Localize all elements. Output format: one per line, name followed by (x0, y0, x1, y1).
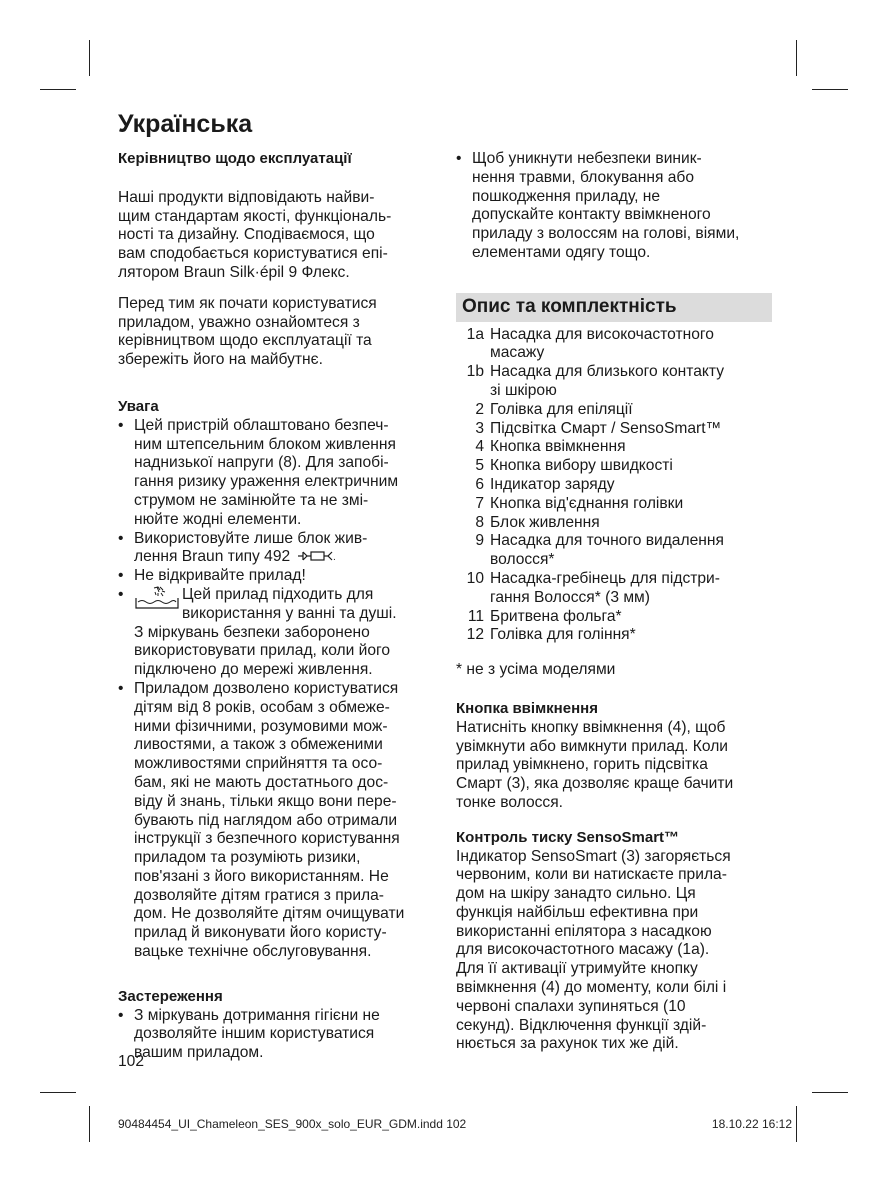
text-line: увімкнути або вимкнути прилад. Коли (456, 737, 729, 755)
text-line: наднизької напруги (8). Для запобі- (134, 454, 389, 472)
bullet-dot: • (456, 150, 462, 167)
crop-mark (89, 40, 90, 76)
warning-heading: Увага (118, 397, 159, 415)
text-line: ними фізичними, розумовими мож- (134, 717, 388, 735)
right-column (456, 150, 772, 1054)
warning-bullet (118, 586, 436, 680)
text-line: ввімкнення (4) до моменту, коли білі і (456, 979, 727, 997)
svg-text:.: . (332, 552, 336, 563)
part-number: 11 (467, 607, 484, 625)
text-line: тонке волосся. (456, 793, 564, 811)
parts-list-item (456, 476, 772, 495)
part-label: Кнопка від'єднання голівки (490, 494, 684, 512)
text-line: дозволяйте іншим користуватися (134, 1025, 375, 1043)
text-line: щим стандартам якості, функціональ- (118, 207, 392, 225)
crop-mark (812, 1092, 848, 1093)
part-label: Кнопка ввімкнення (490, 438, 626, 456)
text-line: збережіть його на майбутнє. (118, 351, 323, 369)
parts-list-item (456, 438, 772, 457)
text-line: дозволяйте дітям гратися з прила- (134, 886, 385, 904)
part-label: Кнопка вибору швидкості (490, 457, 673, 475)
part-number: 12 (466, 626, 484, 644)
text-line: Щоб уникнути небезпеки виник- (472, 150, 702, 167)
part-label: Підсвітка Смарт / SensoSmart™ (490, 419, 722, 437)
crop-mark (796, 40, 797, 76)
text-line: червоні спалахи зупиняться (10 (456, 997, 686, 1015)
text-line: секунд). Відключення функції здій- (456, 1016, 707, 1034)
part-label: Блок живлення (490, 513, 600, 531)
page-title: Українська (118, 110, 253, 138)
parts-list-item (456, 514, 772, 533)
text-line: прилад увімкнено, горить підсвітка (456, 756, 708, 774)
part-number: 7 (475, 494, 484, 512)
parts-list-item (456, 363, 772, 401)
part-number: 2 (475, 400, 484, 418)
text-line: нюється за рахунок тих же дій. (456, 1035, 679, 1053)
warning-bullet (118, 680, 436, 962)
text-line: вацьке технічне обслуговування. (134, 943, 372, 961)
part-label: Насадка для високочастотного (490, 325, 714, 343)
manual-heading: Керівництво щодо експлуатації (118, 150, 352, 167)
part-label: зі шкірою (490, 381, 557, 399)
bullet-line: З міркувань безпеки заборонено (134, 623, 370, 641)
crop-mark (40, 1092, 76, 1093)
intro-paragraph-2 (118, 295, 436, 370)
text-line: нюйте жодні елементи. (134, 510, 302, 528)
part-number: 9 (475, 532, 484, 550)
part-number: 8 (475, 513, 484, 531)
text-line: пошкодження приладу, не (472, 187, 661, 205)
part-label: масажу (490, 344, 545, 362)
part-label: Насадка для близького контакту (490, 363, 725, 381)
bullet-dot: • (118, 679, 124, 697)
parts-list-item (456, 608, 772, 627)
text-line: ливостями, а також з обмеженими (134, 736, 383, 754)
footer-timestamp: 18.10.22 16:12 (711, 1117, 792, 1131)
text-line: можливостями сприйняття та осо- (134, 755, 383, 773)
text-line: функція найбільш ефективна при (456, 903, 699, 921)
warning-bullet (118, 530, 436, 568)
part-number: 1b (466, 363, 484, 381)
part-number: 1a (466, 325, 484, 343)
text-line: струмом не замінюйте та не змі- (134, 491, 369, 509)
text-line: приладу з волоссям на голові, віями, (472, 225, 740, 243)
part-label: Голівка для епіляції (490, 400, 633, 418)
part-label: гання Волосся* (3 мм) (490, 588, 650, 606)
text-line: віду й знань, тільки якщо вони пере- (134, 792, 397, 810)
bath-shower-icon (134, 586, 180, 610)
warning-bullet (118, 417, 436, 530)
text-line: лятором Braun Silk·épil 9 Флекс. (118, 263, 350, 281)
part-number: 5 (475, 457, 484, 475)
part-label: Насадка для точного видалення (490, 532, 724, 550)
bullet-dot: • (118, 529, 124, 547)
text-line: дітям від 8 років, особам з обмеже- (134, 698, 390, 716)
bullet-line: Цей прилад підходить для (182, 585, 374, 603)
text-line: нення травми, блокування або (472, 168, 695, 186)
text-line: вашим приладом. (134, 1044, 264, 1062)
text-line: гання ризику ураження електричним (134, 473, 399, 491)
text-line: дом. Не дозволяйте дітям очищувати (134, 905, 405, 923)
bullet-line: лення Braun типу 492 (134, 548, 291, 566)
text-line: дом на шкіру занадто сильно. Ця (456, 885, 696, 903)
pressure-control-paragraph (456, 848, 772, 1055)
left-column (118, 150, 436, 1063)
bullet-dot: • (118, 1006, 124, 1024)
power-button-paragraph (456, 719, 772, 813)
part-label: волосся* (490, 551, 555, 569)
text-line: бувають під наглядом або отримали (134, 811, 398, 829)
bullet-dot: • (118, 585, 124, 603)
text-line: червоним, коли ви натискаєте прила- (456, 866, 727, 884)
caution-bullet (118, 1007, 436, 1063)
crop-mark (89, 1106, 90, 1142)
bullet-line: використовувати прилад, коли його (134, 642, 391, 660)
text-line: пов'язані з його використанням. Не (134, 867, 389, 885)
part-number: 6 (475, 475, 484, 493)
footnote: * не з усіма моделями (456, 661, 616, 679)
text-line: ності та дизайну. Сподіваємося, що (118, 226, 375, 244)
text-line: прилад й виконувати його користу- (134, 924, 387, 942)
text-line: вам сподобається користуватися епі- (118, 245, 388, 263)
parts-list-item (456, 401, 772, 420)
parts-list-item (456, 457, 772, 476)
text-line: Для її активації утримуйте кнопку (456, 960, 698, 978)
text-line: використанні епілятора з насадкою (456, 922, 712, 940)
page-number: 102 (118, 1053, 145, 1070)
bullet-line: використання у ванні та душі. (182, 604, 397, 622)
text-line: Приладом дозволено користуватися (134, 679, 399, 697)
text-line: Наші продукти відповідають найви- (118, 188, 375, 206)
safety-bullet (456, 150, 772, 263)
text-line: керівництвом щодо експлуатації та (118, 332, 372, 350)
parts-list-item (456, 326, 772, 364)
text-line: елементами одягу тощо. (472, 243, 651, 261)
text-line: Смарт (3), яка дозволяє краще бачити (456, 775, 734, 793)
section-title: Опис та комплектність (456, 293, 772, 322)
bullet-line: підключено до мережі живлення. (134, 661, 373, 679)
bullet-dot: • (118, 416, 124, 434)
parts-list-item (456, 495, 772, 514)
text-line: інструкції з безпечного користування (134, 830, 400, 848)
parts-list-item (456, 626, 772, 645)
part-number: 10 (466, 569, 484, 587)
parts-list-item (456, 570, 772, 608)
crop-mark (796, 1106, 797, 1142)
text-line: ним штепсельним блоком живлення (134, 435, 396, 453)
part-number: 4 (475, 438, 484, 456)
class-iii-power-supply-icon (295, 550, 341, 562)
text-line: З міркувань дотримання гігієни не (134, 1006, 380, 1024)
footer-file-info: 90484454_UI_Chameleon_SES_900x_solo_EUR_GDM.indd 102 (118, 1117, 467, 1131)
text-line: приладом та розуміють ризики, (134, 849, 361, 867)
text-line: приладом, уважно ознайомтеся з (118, 313, 360, 331)
text-line: бам, які не мають достатнього дос- (134, 773, 389, 791)
text-line: Перед тим як почати користуватися (118, 294, 377, 312)
text-line: Індикатор SensoSmart (3) загоряється (456, 847, 731, 865)
power-button-heading: Кнопка ввімкнення (456, 699, 598, 717)
text-line: Натисніть кнопку ввімкнення (4), щоб (456, 718, 726, 736)
text-line: допускайте контакту ввімкненого (472, 206, 711, 224)
part-label: Голівка для гоління* (490, 626, 636, 644)
crop-mark (40, 89, 76, 90)
intro-paragraph (118, 189, 436, 283)
part-label: Насадка-гребінець для підстри- (490, 569, 720, 587)
caution-heading: Застереження (118, 987, 223, 1005)
crop-mark (812, 89, 848, 90)
warning-bullet: • Не відкривайте прилад! (118, 567, 306, 585)
pressure-control-heading: Контроль тиску SensoSmart™ (456, 828, 680, 846)
parts-list-item (456, 420, 772, 439)
part-label: Бритвена фольга* (490, 607, 622, 625)
text-line: для високочастотного масажу (1a). (456, 941, 710, 959)
part-number: 3 (475, 419, 484, 437)
text-line: Цей пристрій облаштовано безпеч- (134, 416, 389, 434)
bullet-line: Використовуйте лише блок жив- (134, 529, 368, 547)
part-label: Індикатор заряду (490, 475, 615, 493)
parts-list (456, 326, 772, 646)
bullet-dot: • (118, 567, 124, 585)
parts-list-item (456, 532, 772, 570)
